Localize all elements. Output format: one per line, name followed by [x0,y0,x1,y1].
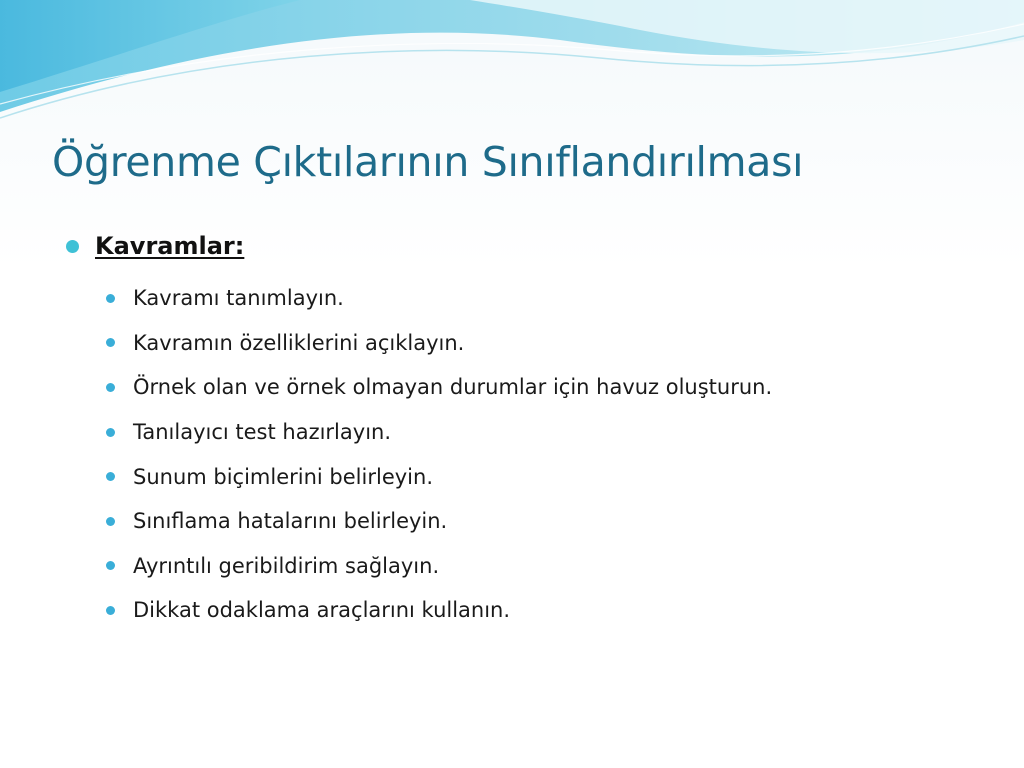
section-heading: Kavramlar: [95,232,245,260]
bullet-icon [106,517,115,526]
list-item [106,321,1004,366]
bullet-icon [66,240,79,253]
list-item-text: Dikkat odaklama araçlarını kullanın. [133,598,511,623]
bullet-list [64,276,1004,633]
bullet-icon [106,383,115,392]
list-item-text: Sunum biçimlerini belirleyin. [133,464,433,489]
list-item [106,454,1004,499]
bullet-icon [106,561,115,570]
slide-title: Öğrenme Çıktılarının Sınıflandırılması [52,138,804,186]
list-item-text: Tanılayıcı test hazırlayın. [133,420,392,445]
wave-header-decoration [0,0,1024,130]
list-item [106,499,1004,544]
bullet-icon [106,428,115,437]
section-heading-row [64,226,1004,266]
bullet-icon [106,606,115,615]
list-item [106,588,1004,633]
list-item-text: Ayrıntılı geribildirim sağlayın. [133,553,440,578]
slide-content [64,226,1004,633]
list-item-text: Kavramın özelliklerini açıklayın. [133,330,465,355]
list-item-text: Kavramı tanımlayın. [133,286,344,311]
list-item-text: Sınıflama hatalarını belirleyin. [133,509,448,534]
list-item [106,365,1004,410]
bullet-icon [106,338,115,347]
bullet-icon [106,294,115,303]
bullet-icon [106,472,115,481]
list-item [106,410,1004,455]
list-item [106,276,1004,321]
list-item-text: Örnek olan ve örnek olmayan durumlar için havuz oluşturun. [133,375,773,400]
list-item [106,544,1004,589]
